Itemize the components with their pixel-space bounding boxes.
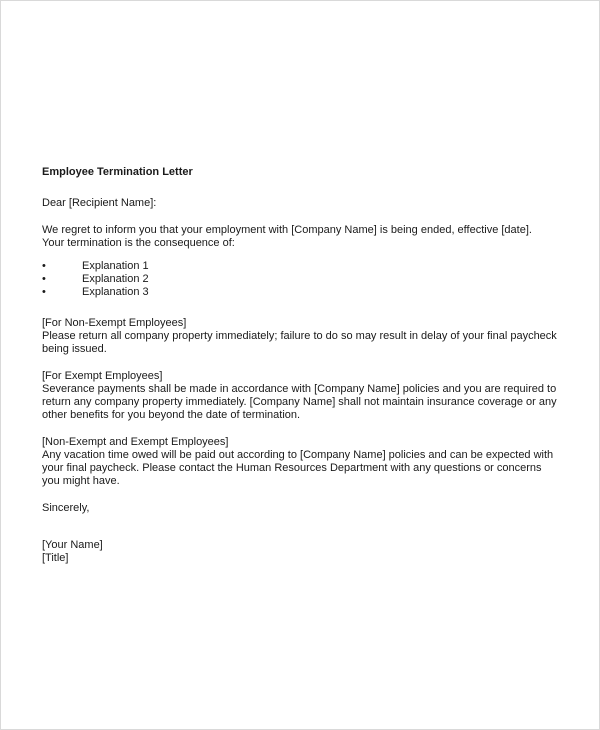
section-line: your final paycheck. Please contact the Human Resources Department with any questions or concerns xyxy=(42,462,542,474)
section-heading: [For Exempt Employees] xyxy=(42,370,163,382)
signature-title: [Title] xyxy=(42,552,69,564)
bullet-icon: • xyxy=(42,286,46,298)
intro-paragraph xyxy=(42,224,572,250)
list-item xyxy=(42,260,572,273)
intro-line: Your termination is the consequence of: xyxy=(42,237,235,249)
bullet-icon: • xyxy=(42,273,46,285)
bullet-icon: • xyxy=(42,260,46,272)
section-line: being issued. xyxy=(42,343,107,355)
explanation-text: Explanation 2 xyxy=(82,273,149,285)
section-line: Severance payments shall be made in accordance with [Company Name] policies and you are required to xyxy=(42,383,557,395)
closing: Sincerely, xyxy=(42,502,90,514)
section-heading: [For Non-Exempt Employees] xyxy=(42,317,187,329)
section-line: return any company property immediately. [Company Name] shall not maintain insurance coverage or any xyxy=(42,396,557,408)
explanation-text: Explanation 1 xyxy=(82,260,149,272)
section-line: Any vacation time owed will be paid out according to [Company Name] policies and can be expected with xyxy=(42,449,554,461)
non-exempt-section xyxy=(42,317,572,356)
explanation-list xyxy=(42,260,572,299)
list-item xyxy=(42,286,572,299)
intro-line: We regret to inform you that your employment with [Company Name] is being ended, effective [date]. xyxy=(42,224,532,236)
section-heading: [Non-Exempt and Exempt Employees] xyxy=(42,436,229,448)
salutation: Dear [Recipient Name]: xyxy=(42,197,157,209)
letter-body xyxy=(42,166,572,565)
explanation-text: Explanation 3 xyxy=(82,286,149,298)
list-item xyxy=(42,273,572,286)
letter-title: Employee Termination Letter xyxy=(42,166,193,178)
section-line: Please return all company property immediately; failure to do so may result in delay of your final paycheck xyxy=(42,330,557,342)
section-line: other benefits for you beyond the date of termination. xyxy=(42,409,301,421)
all-employees-section xyxy=(42,436,572,488)
signature-block xyxy=(42,539,572,565)
exempt-section xyxy=(42,370,572,422)
signature-name: [Your Name] xyxy=(42,539,103,551)
section-line: you might have. xyxy=(42,475,120,487)
